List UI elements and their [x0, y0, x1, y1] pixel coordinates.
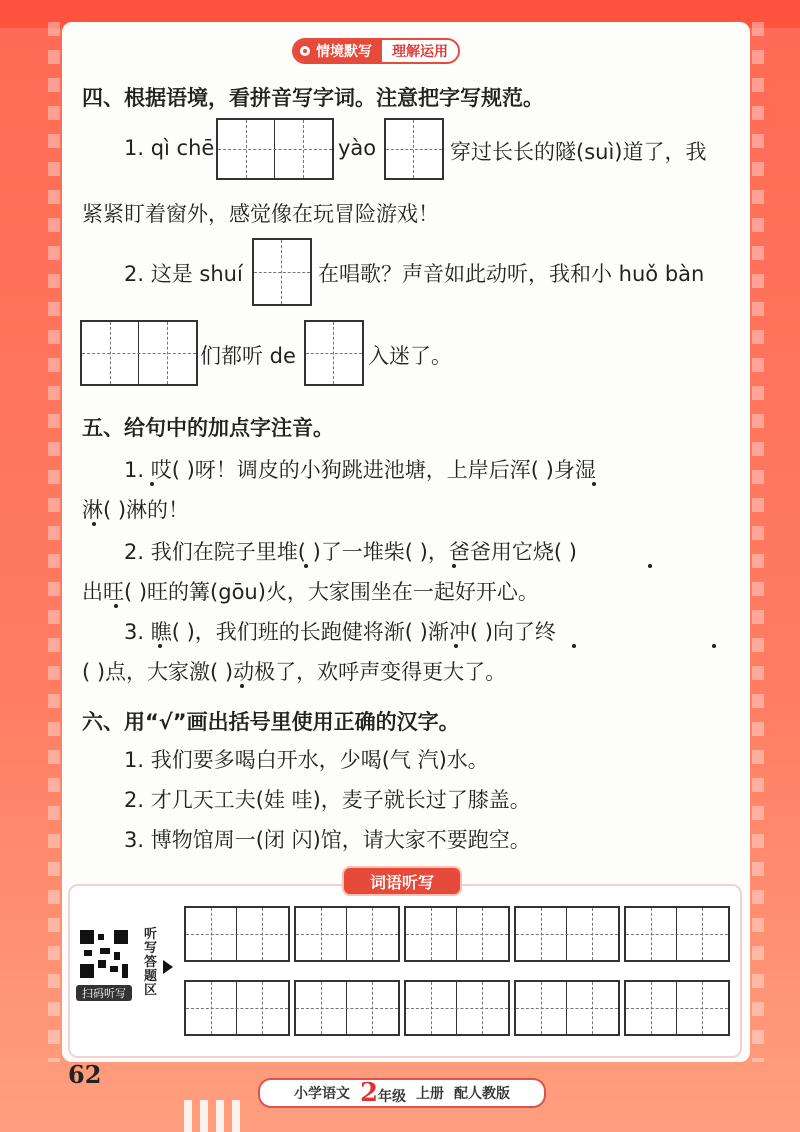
s6-q1: 1. 我们要多喝白开水，少喝(气 汽)水。: [124, 748, 489, 772]
page-number: 62: [68, 1060, 102, 1089]
footer-edition: 配人教版: [454, 1086, 511, 1102]
emphasis-dot: [712, 644, 716, 648]
dictation-answer-grid[interactable]: [514, 906, 620, 962]
dictation-answer-grid[interactable]: [624, 980, 730, 1036]
emphasis-dot: [158, 644, 162, 648]
dictation-answer-grid[interactable]: [404, 906, 510, 962]
s5-q1-line2: 淋( )淋的！: [82, 498, 190, 522]
tab-situational-recall: [294, 40, 382, 62]
section4-heading: 四、根据语境，看拼音写字词。注意把字写规范。: [82, 86, 544, 110]
dictation-title: 词语听写: [344, 868, 460, 894]
answer-grid-qiche[interactable]: [216, 118, 334, 180]
q2-prefix: 2. 这是 shuí: [124, 262, 243, 286]
pointer-triangle-icon: [163, 960, 173, 974]
q2-text-line2: 们都听 de: [200, 344, 296, 368]
answer-grid-huoban[interactable]: [80, 320, 198, 386]
emphasis-dot: [454, 644, 458, 648]
footer-badge: [258, 1078, 546, 1108]
decorative-stripe: [216, 1100, 224, 1132]
q2-text-line1: 在唱歌？声音如此动听，我和小 huǒ bàn: [318, 262, 705, 286]
qr-code-icon[interactable]: [80, 930, 128, 978]
emphasis-dot: [572, 644, 576, 648]
section5-heading: 五、给句中的加点字注音。: [82, 416, 334, 440]
tab-comprehension: [382, 40, 458, 62]
s5-q1-line1: 1. 哎( )呀！调皮的小狗跳进池塘，上岸后浑( )身湿: [124, 458, 596, 482]
decorative-stripe: [184, 1100, 192, 1132]
dictation-answer-grid[interactable]: [294, 980, 400, 1036]
answer-grid-yao[interactable]: [384, 118, 444, 180]
tab-primary-label: 情境默写: [316, 44, 372, 60]
q1-pinyin-qiche: 1. qì chē: [124, 136, 215, 160]
answer-area-vertical-label: 听写答题区: [144, 927, 158, 998]
s5-q3-line2: ( )点，大家激( )动极了，欢呼声变得更大了。: [82, 660, 507, 684]
decorative-stripe: [200, 1100, 208, 1132]
footer-subject: 小学语文: [293, 1086, 350, 1102]
decorative-stripe: [232, 1100, 240, 1132]
emphasis-dot: [150, 482, 154, 486]
emphasis-dot: [648, 564, 652, 568]
dictation-answer-grid[interactable]: [294, 906, 400, 962]
footer-grade-number: 2: [359, 1078, 379, 1108]
s6-q3: 3. 博物馆周一(闭 闪)馆，请大家不要跑空。: [124, 828, 531, 852]
tab-secondary-label: 理解运用: [392, 44, 448, 60]
q2-text-line3: 入迷了。: [368, 344, 452, 368]
dictation-answer-grid[interactable]: [184, 906, 290, 962]
dictation-answer-grid[interactable]: [514, 980, 620, 1036]
s6-q2: 2. 才几天工夫(娃 哇)，麦子就长过了膝盖。: [124, 788, 531, 812]
section6-heading: 六、用“√”画出括号里使用正确的汉字。: [82, 710, 460, 734]
answer-grid-de[interactable]: [304, 320, 364, 386]
s5-q3-line1: 3. 瞧( )，我们班的长跑健将渐( )渐冲( )向了终: [124, 620, 556, 644]
dictation-answer-grid[interactable]: [184, 980, 290, 1036]
scan-dictation-label: 扫码听写: [76, 985, 132, 1001]
emphasis-dot: [240, 684, 244, 688]
emphasis-dot: [592, 482, 596, 486]
s5-q2-line2: 出旺( )旺的篝(gōu)火，大家围坐在一起好开心。: [82, 580, 539, 604]
footer-grade: 年级: [378, 1089, 407, 1105]
q1-text-line1: 穿过长长的隧(suì)道了，我: [450, 140, 707, 164]
q1-pinyin-yao: yào: [338, 136, 377, 160]
emphasis-dot: [92, 522, 96, 526]
emphasis-dot: [452, 564, 456, 568]
emphasis-dot: [304, 564, 308, 568]
dictation-answer-grid[interactable]: [624, 906, 730, 962]
answer-grid-shui[interactable]: [252, 238, 312, 306]
footer-term: 上册: [416, 1086, 445, 1102]
emphasis-dot: [114, 604, 118, 608]
dictation-answer-grid[interactable]: [404, 980, 510, 1036]
q1-text-line2: 紧紧盯着窗外，感觉像在玩冒险游戏！: [82, 202, 439, 226]
s5-q2-line1: 2. 我们在院子里堆( )了一堆柴( )，爸爸用它烧( ): [124, 540, 577, 564]
bullet-icon: [300, 46, 310, 56]
section-header-tab: [294, 40, 458, 62]
